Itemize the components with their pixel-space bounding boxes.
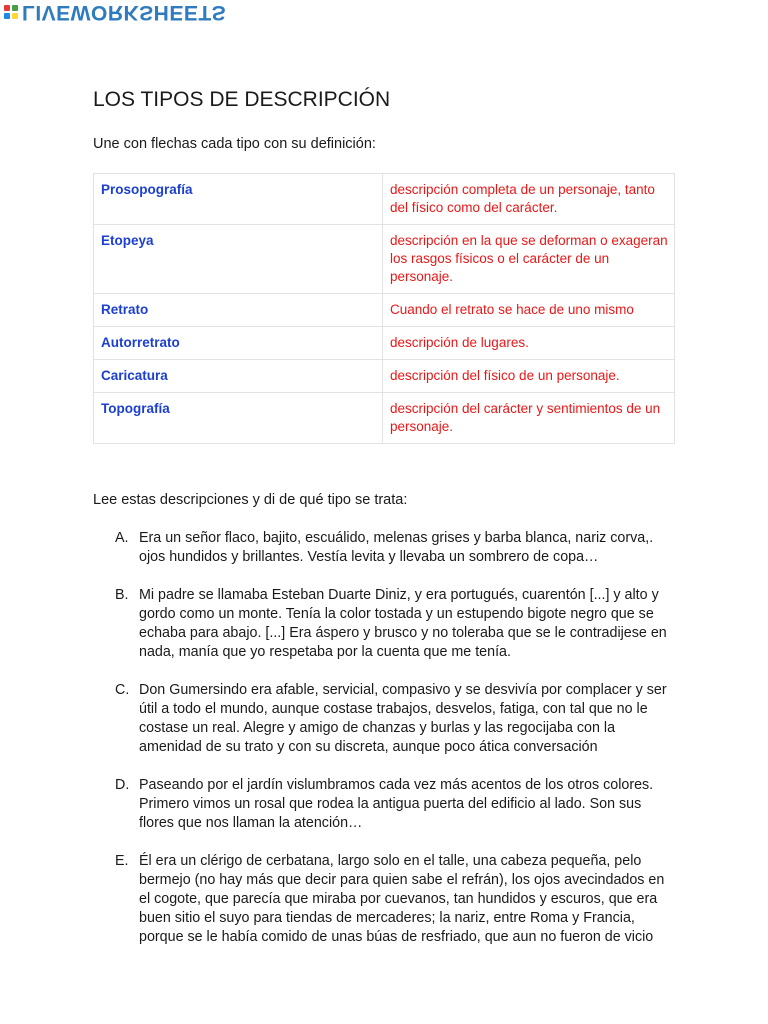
definition-cell[interactable]: descripción en la que se deforman o exageran los rasgos físicos o el carácter de un personaje. bbox=[383, 225, 675, 294]
table-row bbox=[94, 225, 675, 294]
table-row bbox=[94, 360, 675, 393]
term-cell[interactable]: Retrato bbox=[94, 294, 383, 327]
item-text: Paseando por el jardín vislumbramos cada vez más acentos de los otros colores. Primero vimos un rosal que rodea la antigua puerta del edificio al lado. Son sus flores que nos llaman la atención… bbox=[139, 777, 654, 831]
term-cell[interactable]: Etopeya bbox=[94, 225, 383, 294]
table-row bbox=[94, 393, 675, 444]
definition-cell[interactable]: descripción completa de un personaje, tanto del físico como del carácter. bbox=[383, 174, 675, 225]
instruction-match: Une con flechas cada tipo con su definición: bbox=[93, 136, 376, 152]
description-list bbox=[115, 529, 667, 947]
definitions-table bbox=[93, 173, 675, 444]
logo-square bbox=[4, 5, 10, 11]
logo-square bbox=[12, 13, 18, 19]
definition-cell[interactable]: descripción del físico de un personaje. bbox=[383, 360, 675, 393]
list-item bbox=[115, 776, 667, 833]
list-item bbox=[115, 529, 667, 567]
term-cell[interactable]: Autorretrato bbox=[94, 327, 383, 360]
definition-cell[interactable]: descripción de lugares. bbox=[383, 327, 675, 360]
logo-square bbox=[4, 13, 10, 19]
item-text: Mi padre se llamaba Esteban Duarte Diniz, y era portugués, cuarentón [...] y alto y gordo como un monte. Tenía la color tostada y un estupendo bigote negro que se echaba para abajo. [...] Era áspero y brusco y no toleraba que se le contradijese en nada, manía que yo respetaba por la cuenta que me tenía. bbox=[139, 587, 667, 660]
table-row bbox=[94, 327, 675, 360]
list-item bbox=[115, 852, 667, 947]
list-item bbox=[115, 681, 667, 757]
term-cell[interactable]: Prosopografía bbox=[94, 174, 383, 225]
table-row bbox=[94, 294, 675, 327]
logo-square bbox=[12, 5, 18, 11]
table-row bbox=[94, 174, 675, 225]
item-marker: C. bbox=[115, 682, 130, 698]
page-title: LOS TIPOS DE DESCRIPCIÓN bbox=[93, 88, 391, 111]
instruction-read: Lee estas descripciones y di de qué tipo se trata: bbox=[93, 492, 408, 508]
item-marker: D. bbox=[115, 777, 130, 793]
definition-cell[interactable]: Cuando el retrato se hace de uno mismo bbox=[383, 294, 675, 327]
item-marker: B. bbox=[115, 587, 129, 603]
item-text: Era un señor flaco, bajito, escuálido, melenas grises y barba blanca, nariz corva,. ojos hundidos y brillantes. Vestía levita y llevaba un sombrero de copa… bbox=[139, 530, 654, 565]
definition-cell[interactable]: descripción del carácter y sentimientos de un personaje. bbox=[383, 393, 675, 444]
liveworksheets-logo bbox=[4, 2, 226, 22]
logo-text: LIVEWORKSHEETS bbox=[22, 1, 227, 24]
logo-icon bbox=[4, 5, 18, 19]
item-marker: E. bbox=[115, 853, 129, 869]
item-text: Él era un clérigo de cerbatana, largo solo en el talle, una cabeza pequeña, pelo bermejo (no hay más que decir para quien sabe el refrán), los ojos avecindados en el cogote, que parecía que miraba por cuevanos, tan hundidos y escuros, que era buen sitio el suyo para tiendas de mercaderes; la nariz, entre Roma y Francia, porque se le había comido de unas búas de resfriado, que aun no fueron de vicio bbox=[139, 853, 665, 945]
term-cell[interactable]: Caricatura bbox=[94, 360, 383, 393]
item-marker: A. bbox=[115, 530, 129, 546]
term-cell[interactable]: Topografía bbox=[94, 393, 383, 444]
list-item bbox=[115, 586, 667, 662]
item-text: Don Gumersindo era afable, servicial, compasivo y se desvivía por complacer y ser útil a todo el mundo, aunque costase trabajos, desvelos, fatiga, con tal que no le costase un real. Alegre y amigo de chanzas y burlas y las regocijaba con la amenidad de su trato y con su discreta, aunque poco ática conversación bbox=[139, 682, 667, 755]
